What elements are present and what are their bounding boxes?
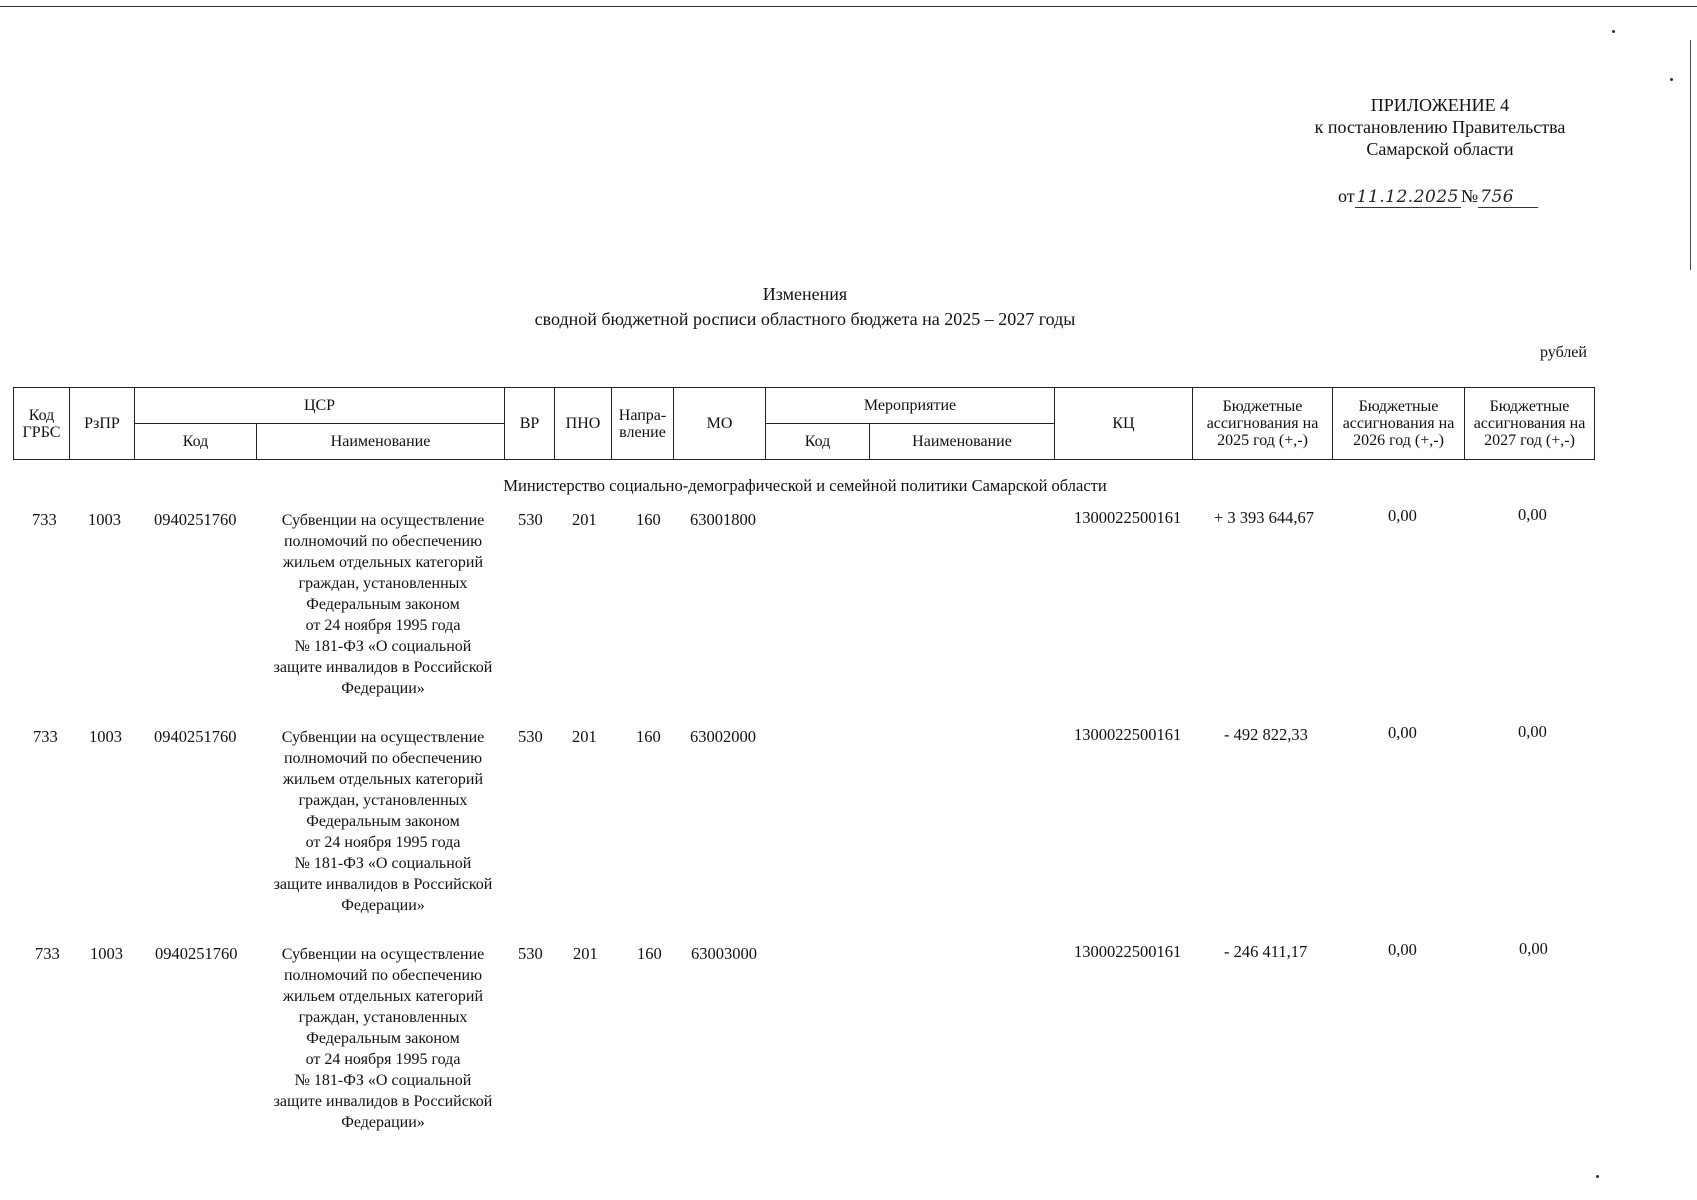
col-2027: Бюджетные ассигнования на 2027 год (+,-) xyxy=(1465,388,1595,460)
table-row xyxy=(0,505,1697,720)
scan-speck xyxy=(1596,1175,1599,1178)
name-line: жильем отдельных категорий xyxy=(282,988,484,1005)
document-title xyxy=(0,282,1610,332)
cell-csr-code: 0940251760 xyxy=(155,944,238,963)
handwritten-number: 756 xyxy=(1478,187,1538,208)
cell-vr: 530 xyxy=(518,727,543,746)
cell-pno: 201 xyxy=(573,944,598,963)
name-line: Субвенции на осуществление xyxy=(281,512,485,529)
cell-vr: 530 xyxy=(518,944,543,963)
cell-grbs: 733 xyxy=(32,510,57,529)
table-row xyxy=(0,722,1697,937)
cell-rzpr: 1003 xyxy=(88,510,121,529)
name-line: Субвенции на осуществление xyxy=(281,729,485,746)
right-scan-edge xyxy=(1690,40,1691,270)
resolution-date-line xyxy=(1338,186,1538,208)
col-vr: ВР xyxy=(505,388,555,460)
cell-kc: 1300022500161 xyxy=(1074,942,1182,961)
col-mo: МО xyxy=(674,388,766,460)
col-csr: ЦСР xyxy=(135,388,505,424)
appendix-title: ПРИЛОЖЕНИЕ 4 xyxy=(1370,95,1510,115)
cell-direction: 160 xyxy=(637,944,662,963)
name-line: Федеральным законом xyxy=(306,813,460,830)
top-scan-edge xyxy=(0,6,1697,7)
col-event: Мероприятие xyxy=(766,388,1055,424)
name-line: граждан, установленных xyxy=(298,792,468,809)
appendix-region: Самарской области xyxy=(1366,139,1514,159)
cell-2026: 0,00 xyxy=(1388,723,1417,742)
date-prefix: от xyxy=(1338,186,1355,206)
name-line: Федерации» xyxy=(341,1114,425,1131)
currency-unit: рублей xyxy=(1540,344,1587,361)
name-line: защите инвалидов в Российской xyxy=(273,659,493,676)
cell-rzpr: 1003 xyxy=(89,727,122,746)
name-line: от 24 ноября 1995 года xyxy=(305,617,461,634)
cell-2027: 0,00 xyxy=(1518,505,1547,524)
cell-kc: 1300022500161 xyxy=(1074,508,1182,527)
table-row xyxy=(0,939,1697,1154)
col-direction: Напра-вление xyxy=(612,388,674,460)
cell-2026: 0,00 xyxy=(1388,506,1417,525)
name-line: защите инвалидов в Российской xyxy=(273,876,493,893)
cell-direction: 160 xyxy=(636,510,661,529)
cell-csr-name xyxy=(258,727,508,916)
handwritten-date: 11.12.2025 xyxy=(1356,187,1459,207)
cell-csr-name xyxy=(258,510,508,699)
col-2025: Бюджетные ассигнования на 2025 год (+,-) xyxy=(1193,388,1333,460)
ministry-heading: Министерство социально-демографической и семейной политики Самарской области xyxy=(503,476,1107,495)
name-line: Федеральным законом xyxy=(306,1030,460,1047)
scan-speck xyxy=(1612,30,1615,33)
col-kc: КЦ xyxy=(1055,388,1193,460)
name-line: Субвенции на осуществление xyxy=(281,946,485,963)
name-line: граждан, установленных xyxy=(298,575,468,592)
cell-2025: - 492 822,33 xyxy=(1224,725,1308,744)
name-line: жильем отдельных категорий xyxy=(282,554,484,571)
name-line: Федеральным законом xyxy=(306,596,460,613)
cell-csr-code: 0940251760 xyxy=(154,510,237,529)
cell-pno: 201 xyxy=(572,727,597,746)
cell-grbs: 733 xyxy=(33,727,58,746)
name-line: жильем отдельных категорий xyxy=(282,771,484,788)
budget-table-header xyxy=(13,387,1595,460)
cell-vr: 530 xyxy=(518,510,543,529)
cell-mo: 63003000 xyxy=(691,944,757,963)
name-line: Федерации» xyxy=(341,897,425,914)
cell-mo: 63001800 xyxy=(690,510,756,529)
cell-2027: 0,00 xyxy=(1518,722,1547,741)
cell-csr-name xyxy=(258,944,508,1133)
cell-2026: 0,00 xyxy=(1388,940,1417,959)
appendix-resolution: к постановлению Правительства xyxy=(1314,117,1566,137)
col-csr-name: Наименование xyxy=(257,424,505,460)
appendix-block xyxy=(1200,94,1680,160)
name-line: № 181-ФЗ «О социальной xyxy=(294,1072,472,1089)
name-line: полномочий по обеспечению xyxy=(283,533,483,550)
name-line: полномочий по обеспечению xyxy=(283,750,483,767)
cell-2027: 0,00 xyxy=(1519,939,1548,958)
cell-kc: 1300022500161 xyxy=(1074,725,1182,744)
col-event-code: Код xyxy=(766,424,870,460)
title-line-1: Изменения xyxy=(762,284,848,304)
col-grbs: Код ГРБС xyxy=(14,388,70,460)
cell-csr-code: 0940251760 xyxy=(154,727,237,746)
name-line: полномочий по обеспечению xyxy=(283,967,483,984)
name-line: Федерации» xyxy=(341,680,425,697)
cell-2025: - 246 411,17 xyxy=(1224,942,1308,961)
col-event-name: Наименование xyxy=(870,424,1055,460)
title-line-2: сводной бюджетной росписи областного бюджета на 2025 – 2027 годы xyxy=(534,309,1076,329)
name-line: № 181-ФЗ «О социальной xyxy=(294,638,472,655)
number-prefix: № xyxy=(1460,186,1479,206)
name-line: от 24 ноября 1995 года xyxy=(305,834,461,851)
col-pno: ПНО xyxy=(555,388,612,460)
cell-2025: + 3 393 644,67 xyxy=(1214,508,1315,527)
name-line: защите инвалидов в Российской xyxy=(273,1093,493,1110)
cell-rzpr: 1003 xyxy=(90,944,123,963)
col-2026: Бюджетные ассигнования на 2026 год (+,-) xyxy=(1333,388,1465,460)
col-rzpr: РзПР xyxy=(70,388,135,460)
name-line: от 24 ноября 1995 года xyxy=(305,1051,461,1068)
cell-grbs: 733 xyxy=(35,944,60,963)
scan-speck xyxy=(1670,78,1673,81)
col-csr-code: Код xyxy=(135,424,257,460)
name-line: граждан, установленных xyxy=(298,1009,468,1026)
name-line: № 181-ФЗ «О социальной xyxy=(294,855,472,872)
cell-direction: 160 xyxy=(636,727,661,746)
cell-mo: 63002000 xyxy=(690,727,756,746)
cell-pno: 201 xyxy=(572,510,597,529)
